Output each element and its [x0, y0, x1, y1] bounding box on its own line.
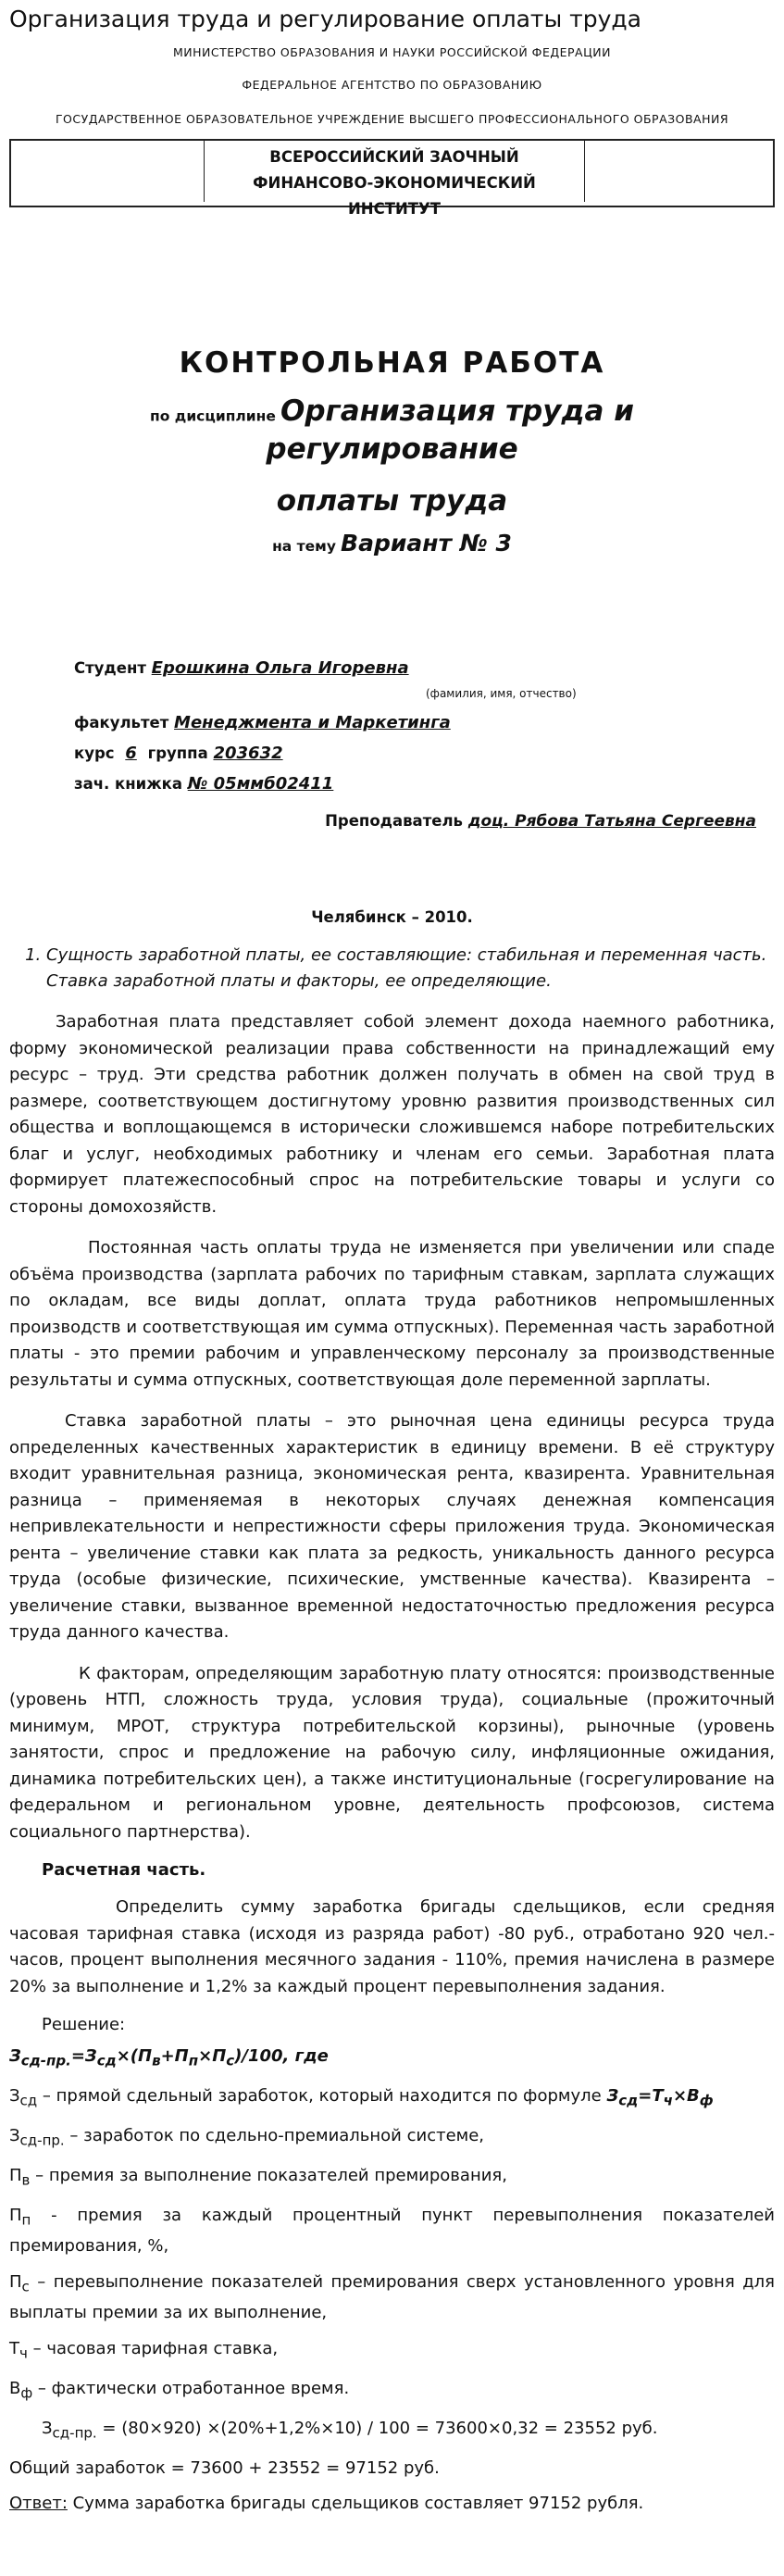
- def-zsd: $З_{сд}$ – прямой сдельный заработок, который находится по формуле $З_{сд}=Т_ч\times В_ф$: [9, 2086, 714, 2109]
- institution-type-line: ГОСУДАРСТВЕННОЕ ОБРАЗОВАТЕЛЬНОЕ УЧРЕЖДЕНИЕ ВЫСШЕГО ПРОФЕССИОНАЛЬНОГО ОБРАЗОВАНИЯ: [55, 112, 729, 126]
- calc-task: Определить сумму заработка бригады сдельщиков, если средняя часовая тарифная ставка (исходя из разряда работ) -80 руб., отработано 920 чел.-часов, процент выполнения месячного задания - 110%, премия начислена в размере 20% за выполнение и 1,2% за каждый процент перевыполнения задания.: [9, 1897, 775, 1996]
- record-book-line: [74, 774, 775, 794]
- faculty-line: [74, 713, 775, 732]
- def-pp: $П_п$ - премия за каждый процентный пункт перевыполнения показателей премирования, %,: [9, 2206, 775, 2257]
- question-list: [9, 943, 775, 994]
- course-group-line: [74, 744, 775, 763]
- def-ps-text: – перевыполнение показателей премирования сверх установленного уровня для выплаты премии за их выполнение,: [9, 2271, 775, 2323]
- def-zsdpr-text: – заработок по сдельно-премиальной системе,: [69, 2126, 485, 2146]
- topic-label: на тему: [272, 538, 336, 555]
- faculty-value: Менеджмента и Маркетинга: [174, 713, 451, 732]
- course-label: курс: [74, 744, 115, 762]
- discipline-name-part1: Организация труда и: [280, 394, 634, 428]
- paragraph-wage-rate: Ставка заработной платы – это рыночная цена единицы ресурса труда определенных качественных характеристик в единицу времени. В её структуру входит уравнительная разница, экономическая рента, квазирента. Уравнительная разница – применяемая в некоторых случаях денежная компенсация непривлекательности и непрестижности сферы приложения труда. Экономическая рента – увеличение ставки как плата за редкость, уникальность данного ресурса труда (особые физические, психические, умственные качества). Квазирента – увеличение ставки, вызванное временной недостаточностью предложения ресурса труда данного качества.: [9, 1411, 775, 1642]
- answer-line: [9, 2491, 775, 2518]
- paragraph-factors: К факторам, определяющим заработную плату относятся: производственные (уровень НТП, сложность труда, условия труда), социальные (прожиточный минимум, МРОТ, структура потребительской корзины), рыночные (уровень занятости, спрос и предложение на рабочую силу, инфляционные ожидания, динамика потребительских цен), а также институциональные (госрегулирование на федеральном и региональном уровне, деятельность профсоюзов, система социального партнерства).: [9, 1663, 775, 1842]
- group-label: группа: [147, 744, 208, 762]
- record-book-label: зач. книжка: [74, 775, 182, 793]
- def-zsd-text: – прямой сдельный заработок, который находится по формуле: [42, 2086, 602, 2107]
- def-tch: $Т_ч$ – часовая тарифная ставка,: [9, 2338, 279, 2362]
- institute-name-box: [204, 141, 585, 218]
- teacher-label: Преподаватель: [325, 812, 463, 830]
- agency-line: ФЕДЕРАЛЬНОЕ АГЕНТСТВО ПО ОБРАЗОВАНИЮ: [242, 78, 542, 92]
- calc-heading: Расчетная часть.: [42, 1860, 206, 1880]
- def-vf-text: – фактически отработанное время.: [37, 2378, 350, 2398]
- calc-result-line: $З_{сд-пр.} = (80\times 920) \times(20\%+1,2\%\times 10) / 100 = 73600\times 0,32 = 23552$ руб.: [42, 2418, 658, 2442]
- def-pv: $П_в$ – премия за выполнение показателей премирования,: [9, 2166, 507, 2189]
- def-zsdpr: $З_{сд-пр.}$ – заработок по сдельно-премиальной системе,: [9, 2126, 485, 2149]
- fio-hint: (фамилия, имя, отчество): [426, 687, 577, 700]
- answer-label: Ответ:: [9, 2494, 68, 2514]
- work-type-heading: КОНТРОЛЬНАЯ РАБОТА: [179, 346, 605, 380]
- faculty-label: факультет: [74, 714, 169, 732]
- question-item: 1. Сущность заработной платы, ее составляющие: стабильная и переменная часть. Ставка заработной платы и факторы, ее определяющие.: [46, 943, 775, 994]
- institute-name-line1: ВСЕРОССИЙСКИЙ ЗАОЧНЫЙ: [269, 148, 519, 166]
- def-tch-text: – часовая тарифная ставка,: [32, 2338, 279, 2358]
- record-book-value: № 05ммб02411: [187, 774, 334, 794]
- discipline-line: [9, 394, 775, 428]
- teacher-line: [9, 812, 756, 831]
- main-formula: $З_{сд-пр.}=З_{сд}\times(П_в+П_п\times П_с)/100$, где: [9, 2046, 329, 2070]
- document-page: [0, 6, 784, 2518]
- def-pv-text: – премия за выполнение показателей премирования,: [35, 2166, 507, 2186]
- course-value: 6: [125, 744, 137, 763]
- ministry-line: МИНИСТЕРСТВО ОБРАЗОВАНИЯ И НАУКИ РОССИЙСКОЙ ФЕДЕРАЦИИ: [172, 45, 612, 59]
- topic-line: [9, 530, 775, 556]
- answer-text: Сумма заработка бригады сдельщиков составляет 97152 рубля.: [67, 2494, 644, 2514]
- def-ps: $П_с$ – перевыполнение показателей премирования сверх установленного уровня для выплаты премии за их выполнение,: [9, 2271, 775, 2323]
- institute-box: [9, 139, 775, 218]
- discipline-name-part3: оплаты труда: [276, 484, 508, 518]
- student-line: [74, 658, 775, 678]
- student-name: Ерошкина Ольга Игоревна: [151, 658, 409, 678]
- total-line: Общий заработок = 73600 + 23552 = 97152 руб.: [9, 2457, 440, 2478]
- city-year: Челябинск – 2010.: [311, 908, 473, 926]
- document-title: Организация труда и регулирование оплаты труда: [9, 6, 641, 32]
- student-label: Студент: [74, 659, 146, 677]
- paragraph-fixed-variable: Постоянная часть оплаты труда не изменяется при увеличении или спаде объёма производства (зарплата рабочих по тарифным ставкам, зарплата служащих по окладам, все виды доплат, оплата труда работников непромышленных производств и соответствующая им сумма отпускных). Переменная часть заработной платы - это премии рабочим и управленческому персоналу за производственные результаты и сумма отпускных, соответствующая доле переменной зарплаты.: [9, 1238, 775, 1390]
- institute-name-line2: ФИНАНСОВО-ЭКОНОМИЧЕСКИЙ ИНСТИТУТ: [253, 174, 536, 218]
- topic-value: Вариант № 3: [341, 530, 512, 556]
- group-value: 203632: [213, 744, 283, 763]
- solution-label: Решение:: [42, 2015, 126, 2034]
- def-vf: $В_ф$ – фактически отработанное время.: [9, 2378, 350, 2402]
- discipline-label: по дисциплине: [150, 407, 276, 425]
- paragraph-wages-definition: Заработная плата представляет собой элемент дохода наемного работника, форму экономической реализации права собственности на принадлежащий ему ресурс – труд. Эти средства работник должен получать в обмен на свой труд в размере, соответствующем достигнутому уровню развития производственных сил общества и воплощающемся в исторически сложившемся наборе потребительских благ и услуг, необходимых работнику и членам его семьи. Заработная плата формирует платежеспособный спрос на потребительские товары и услуги со стороны домохозяйств.: [9, 1012, 775, 1217]
- student-info: [74, 658, 775, 794]
- discipline-name-part2: регулирование: [266, 432, 518, 466]
- calc-result-text: = (80×920) ×(20%+1,2%×10) / 100 = 73600×0,32 = 23552 руб.: [102, 2418, 658, 2438]
- teacher-name: доц. Рябова Татьяна Сергеевна: [467, 812, 756, 831]
- def-pp-text: - премия за каждый процентный пункт перевыполнения показателей премирования, %,: [9, 2206, 775, 2257]
